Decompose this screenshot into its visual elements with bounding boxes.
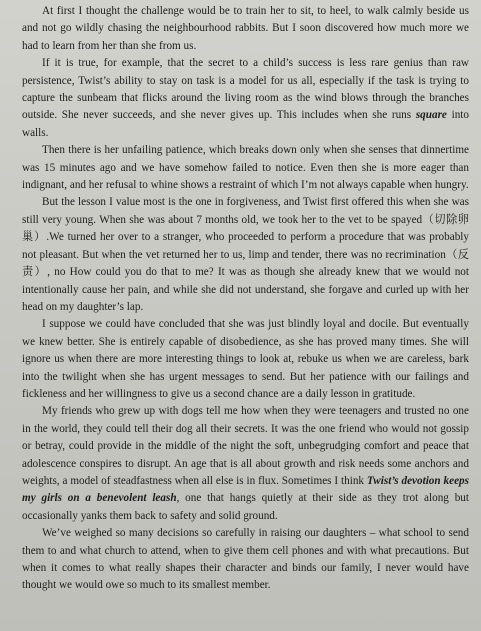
paragraph-1 [22, 3, 469, 55]
paragraph-text: If it is true, for example, that the secret to a child’s success is less rare genius than raw persistence, Twist’s ability to stay on task is a model for us all, especially if the task is trying to capture the sunbeam that flicks around the living room as the wind blows through the branches outside. She never succeeds, and she never gives up. This includes when she runs [22, 57, 469, 122]
paragraph-text: I suppose we could have concluded that she was just blindly loyal and docile. But eventually we knew better. She is entirely capable of disobedience, as she has proved many times. She will ignore us when there are more interesting things to look at, rebuke us when we are careless, bark into the twilight when she has urgent messages to send. But her patience with our failings and fickleness and her willingness to give us a second chance are a daily lesson in gratitude. [22, 318, 469, 400]
paragraph-text: At first I thought the challenge would be to train her to sit, to heel, to walk calmly beside us and not go wildly chasing the neighbourhood rabbits. But I soon discovered how much more we had to learn from her than she from us. [22, 5, 469, 52]
emphasized-word: square [415, 109, 447, 122]
paragraph-2 [22, 55, 469, 142]
paragraph-text: But the lesson I value most is the one in forgiveness, and Twist first offered this when she was still very young. When she was about 7 months old, we took her to the vet to be spayed（切除卵巢）.We turned her over to a stranger, who proceeded to perform a procedure that was probably not pleasant. But when the vet returned her to us, limp and tender, there was no recrimination（反责）, no How could you do that to me? It was as though she already knew that we would not intentionally cause her pain, and while she did not understand, she forgave and curled up with her head on my daughter’s lap. [22, 196, 469, 313]
paragraph-text: We’ve weighed so many decisions so carefully in raising our daughters – what school to send them to and what church to attend, when to give them cell phones and with what precautions. But when it comes to what really shapes their character and binds our family, I never would have thought we would owe so much to its smallest member. [22, 527, 469, 592]
paragraph-text: , one that hangs quietly at their side as they trot along but occasionally yanks them back to safety and solid ground. [22, 492, 469, 522]
emphasized-phrase: Twist’s devotion keeps my girls on a benevolent leash [22, 474, 469, 505]
paragraph-text: My friends who grew up with dogs tell me how when they were teenagers and trusted no one in the world, they could tell their dog all their secrets. It was the one friend who would not gossip or betray, could provide in the middle of the night the soft, unbegrudging comfort and peace that adolescence conspires to disrupt. An age that is all about growth and risk needs some anchors and weights, a model of steadfastness when all else is in flux. Sometimes I think [22, 405, 469, 487]
paragraph-3 [22, 142, 469, 194]
paragraph-7 [22, 525, 469, 595]
paragraph-6 [22, 403, 469, 525]
paragraph-text: Then there is her unfailing patience, which breaks down only when she senses that dinnertime was 15 minutes ago and we have somehow failed to notice. Even then she is more eager than indignant, and her refusal to whine shows a restraint of which I’m not always capable when hungry. [22, 144, 469, 192]
paragraph-text: into walls. [22, 109, 469, 139]
paragraph-4 [22, 194, 469, 316]
paragraph-5 [22, 316, 469, 403]
